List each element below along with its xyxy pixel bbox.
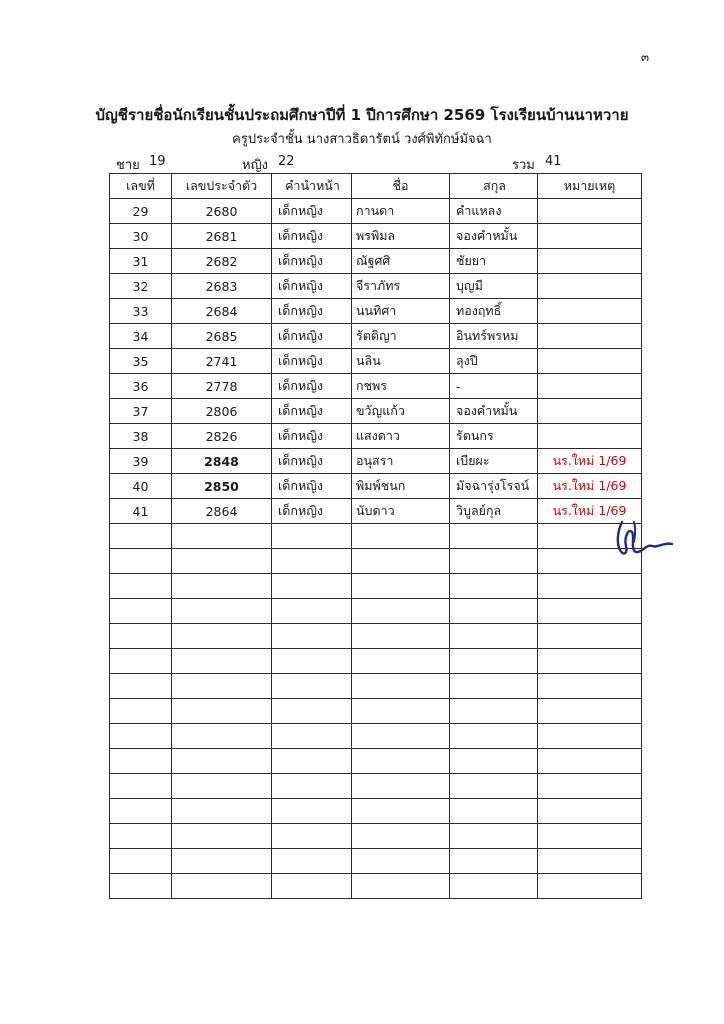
- cell-prefix: เด็กหญิง: [272, 274, 352, 299]
- empty-table-row: [110, 574, 642, 599]
- empty-cell: [272, 774, 352, 799]
- empty-cell: [352, 574, 450, 599]
- table-row: [110, 374, 642, 399]
- cell-student-id: 2806: [172, 399, 272, 424]
- empty-cell: [450, 849, 538, 874]
- cell-first-name: นนทิศา: [352, 299, 450, 324]
- cell-last-name: เบียผะ: [450, 449, 538, 474]
- cell-first-name: อนุสรา: [352, 449, 450, 474]
- empty-cell: [450, 574, 538, 599]
- empty-cell: [538, 574, 642, 599]
- cell-prefix: เด็กหญิง: [272, 374, 352, 399]
- empty-cell: [110, 724, 172, 749]
- empty-cell: [352, 549, 450, 574]
- empty-cell: [352, 824, 450, 849]
- cell-number: 30: [110, 224, 172, 249]
- empty-cell: [172, 674, 272, 699]
- empty-cell: [352, 649, 450, 674]
- table-row: [110, 399, 642, 424]
- empty-table-row: [110, 724, 642, 749]
- empty-cell: [450, 824, 538, 849]
- cell-remarks: [538, 324, 642, 349]
- cell-last-name: จองคำหมั้น: [450, 399, 538, 424]
- cell-remarks: [538, 199, 642, 224]
- empty-cell: [172, 699, 272, 724]
- table-row: [110, 499, 642, 524]
- empty-cell: [538, 699, 642, 724]
- empty-cell: [538, 724, 642, 749]
- empty-table-row: [110, 649, 642, 674]
- cell-number: 39: [110, 449, 172, 474]
- handwritten-signature: [614, 516, 674, 566]
- cell-last-name: ชัยยา: [450, 249, 538, 274]
- empty-cell: [450, 524, 538, 549]
- cell-student-id: 2850: [172, 474, 272, 499]
- empty-cell: [352, 799, 450, 824]
- cell-student-id: 2682: [172, 249, 272, 274]
- empty-cell: [172, 874, 272, 899]
- cell-last-name: บุญมี: [450, 274, 538, 299]
- cell-last-name: คำแหลง: [450, 199, 538, 224]
- cell-first-name: กานดา: [352, 199, 450, 224]
- empty-cell: [352, 849, 450, 874]
- cell-prefix: เด็กหญิง: [272, 349, 352, 374]
- cell-last-name: ลุงปี: [450, 349, 538, 374]
- empty-cell: [272, 549, 352, 574]
- cell-number: 40: [110, 474, 172, 499]
- empty-cell: [272, 849, 352, 874]
- cell-student-id: 2778: [172, 374, 272, 399]
- cell-first-name: กชพร: [352, 374, 450, 399]
- empty-cell: [172, 624, 272, 649]
- cell-first-name: นับดาว: [352, 499, 450, 524]
- table-row: [110, 449, 642, 474]
- empty-cell: [272, 724, 352, 749]
- cell-first-name: ณัฐศศิ: [352, 249, 450, 274]
- empty-cell: [172, 574, 272, 599]
- cell-first-name: พรพิมล: [352, 224, 450, 249]
- cell-number: 34: [110, 324, 172, 349]
- empty-cell: [538, 799, 642, 824]
- empty-cell: [110, 624, 172, 649]
- empty-cell: [450, 699, 538, 724]
- page-title: บัญชีรายชื่อนักเรียนชั้นประถมศึกษาปีที่ 1 ปีการศึกษา 2569 โรงเรียนบ้านนาหวาย: [95, 106, 629, 124]
- cell-last-name: จองคำหมั้น: [450, 224, 538, 249]
- empty-cell: [110, 574, 172, 599]
- empty-table-row: [110, 874, 642, 899]
- table-row: [110, 224, 642, 249]
- empty-cell: [110, 674, 172, 699]
- empty-cell: [450, 724, 538, 749]
- empty-cell: [450, 624, 538, 649]
- empty-cell: [450, 749, 538, 774]
- cell-number: 37: [110, 399, 172, 424]
- header-last-name: สกุล: [450, 174, 538, 199]
- empty-cell: [172, 749, 272, 774]
- cell-remarks: [538, 274, 642, 299]
- empty-cell: [272, 524, 352, 549]
- cell-last-name: -: [450, 374, 538, 399]
- table-row: [110, 349, 642, 374]
- empty-cell: [172, 799, 272, 824]
- empty-cell: [538, 824, 642, 849]
- empty-table-row: [110, 599, 642, 624]
- empty-cell: [110, 799, 172, 824]
- empty-cell: [172, 599, 272, 624]
- cell-number: 35: [110, 349, 172, 374]
- empty-cell: [352, 674, 450, 699]
- empty-table-row: [110, 624, 642, 649]
- male-label: ชาย: [116, 158, 140, 173]
- empty-cell: [272, 574, 352, 599]
- table-row: [110, 299, 642, 324]
- cell-remarks: นร.ใหม่ 1/69: [538, 449, 642, 474]
- empty-table-row: [110, 799, 642, 824]
- cell-number: 29: [110, 199, 172, 224]
- empty-table-row: [110, 824, 642, 849]
- empty-cell: [538, 749, 642, 774]
- cell-first-name: นลิน: [352, 349, 450, 374]
- empty-cell: [450, 674, 538, 699]
- header-student-id: เลขประจำตัว: [172, 174, 272, 199]
- cell-first-name: จีราภัทร: [352, 274, 450, 299]
- cell-remarks: นร.ใหม่ 1/69: [538, 474, 642, 499]
- table-row: [110, 199, 642, 224]
- empty-cell: [172, 549, 272, 574]
- empty-cell: [272, 599, 352, 624]
- cell-number: 33: [110, 299, 172, 324]
- cell-student-id: 2681: [172, 224, 272, 249]
- header-number: เลขที่: [110, 174, 172, 199]
- empty-cell: [272, 674, 352, 699]
- empty-cell: [172, 824, 272, 849]
- empty-table-row: [110, 699, 642, 724]
- cell-remarks: [538, 399, 642, 424]
- empty-cell: [272, 624, 352, 649]
- empty-cell: [172, 649, 272, 674]
- empty-cell: [110, 524, 172, 549]
- empty-cell: [110, 849, 172, 874]
- empty-cell: [538, 874, 642, 899]
- empty-cell: [110, 699, 172, 724]
- cell-first-name: พิมพ์ชนก: [352, 474, 450, 499]
- total-label: รวม: [512, 158, 535, 173]
- cell-number: 41: [110, 499, 172, 524]
- cell-prefix: เด็กหญิง: [272, 299, 352, 324]
- empty-cell: [110, 824, 172, 849]
- empty-cell: [272, 749, 352, 774]
- header-prefix: คำนำหน้า: [272, 174, 352, 199]
- empty-table-row: [110, 674, 642, 699]
- cell-last-name: อินทร์พรหม: [450, 324, 538, 349]
- student-roster-table: [109, 173, 642, 899]
- empty-cell: [272, 799, 352, 824]
- empty-table-row: [110, 524, 642, 549]
- cell-student-id: 2848: [172, 449, 272, 474]
- empty-cell: [352, 774, 450, 799]
- cell-student-id: 2683: [172, 274, 272, 299]
- cell-remarks: [538, 374, 642, 399]
- empty-cell: [110, 774, 172, 799]
- cell-prefix: เด็กหญิง: [272, 249, 352, 274]
- table-row: [110, 324, 642, 349]
- empty-cell: [272, 699, 352, 724]
- female-label: หญิง: [242, 158, 268, 173]
- empty-cell: [352, 724, 450, 749]
- cell-student-id: 2864: [172, 499, 272, 524]
- empty-cell: [110, 549, 172, 574]
- cell-prefix: เด็กหญิง: [272, 199, 352, 224]
- cell-student-id: 2741: [172, 349, 272, 374]
- empty-table-row: [110, 549, 642, 574]
- cell-student-id: 2826: [172, 424, 272, 449]
- empty-cell: [450, 549, 538, 574]
- empty-cell: [450, 774, 538, 799]
- empty-cell: [352, 624, 450, 649]
- cell-remarks: นร.ใหม่ 1/69: [538, 499, 642, 524]
- empty-cell: [352, 699, 450, 724]
- female-count: 22: [278, 154, 295, 169]
- empty-cell: [110, 749, 172, 774]
- empty-table-row: [110, 849, 642, 874]
- class-teacher: ครูประจำชั้น นางสาวธิดารัตน์ วงศ์พิทักษ์มัจฉา: [232, 132, 492, 147]
- header-remarks: หมายเหตุ: [538, 174, 642, 199]
- cell-remarks: [538, 249, 642, 274]
- table-header-row: [110, 174, 642, 199]
- cell-prefix: เด็กหญิง: [272, 474, 352, 499]
- empty-cell: [172, 849, 272, 874]
- empty-cell: [110, 599, 172, 624]
- empty-cell: [450, 874, 538, 899]
- table-row: [110, 474, 642, 499]
- empty-cell: [352, 874, 450, 899]
- cell-prefix: เด็กหญิง: [272, 449, 352, 474]
- empty-cell: [538, 774, 642, 799]
- empty-cell: [450, 599, 538, 624]
- cell-last-name: วิบูลย์กุล: [450, 499, 538, 524]
- cell-prefix: เด็กหญิง: [272, 399, 352, 424]
- cell-remarks: [538, 224, 642, 249]
- cell-prefix: เด็กหญิง: [272, 424, 352, 449]
- empty-cell: [272, 649, 352, 674]
- cell-remarks: [538, 424, 642, 449]
- empty-cell: [450, 649, 538, 674]
- empty-cell: [172, 524, 272, 549]
- empty-cell: [352, 524, 450, 549]
- empty-cell: [538, 849, 642, 874]
- cell-last-name: มัจฉารุ่งโรจน์: [450, 474, 538, 499]
- table-row: [110, 424, 642, 449]
- cell-prefix: เด็กหญิง: [272, 224, 352, 249]
- cell-last-name: รัตนกร: [450, 424, 538, 449]
- table-row: [110, 274, 642, 299]
- cell-remarks: [538, 349, 642, 374]
- cell-first-name: ขวัญแก้ว: [352, 399, 450, 424]
- cell-number: 38: [110, 424, 172, 449]
- cell-remarks: [538, 299, 642, 324]
- male-count: 19: [149, 154, 166, 169]
- empty-cell: [538, 599, 642, 624]
- cell-number: 32: [110, 274, 172, 299]
- cell-student-id: 2685: [172, 324, 272, 349]
- cell-number: 36: [110, 374, 172, 399]
- empty-cell: [352, 749, 450, 774]
- cell-prefix: เด็กหญิง: [272, 324, 352, 349]
- cell-prefix: เด็กหญิง: [272, 499, 352, 524]
- empty-cell: [172, 774, 272, 799]
- empty-cell: [538, 649, 642, 674]
- empty-cell: [272, 874, 352, 899]
- empty-cell: [272, 824, 352, 849]
- cell-student-id: 2680: [172, 199, 272, 224]
- empty-cell: [110, 649, 172, 674]
- total-count: 41: [545, 154, 562, 169]
- cell-student-id: 2684: [172, 299, 272, 324]
- cell-first-name: แสงดาว: [352, 424, 450, 449]
- cell-last-name: ทองฤทธิ์: [450, 299, 538, 324]
- page-number: ๓: [640, 50, 650, 64]
- empty-table-row: [110, 774, 642, 799]
- empty-cell: [352, 599, 450, 624]
- empty-cell: [450, 799, 538, 824]
- table-row: [110, 249, 642, 274]
- empty-table-row: [110, 749, 642, 774]
- cell-first-name: รัตติญา: [352, 324, 450, 349]
- empty-cell: [538, 674, 642, 699]
- cell-number: 31: [110, 249, 172, 274]
- empty-cell: [172, 724, 272, 749]
- header-first-name: ชื่อ: [352, 174, 450, 199]
- empty-cell: [110, 874, 172, 899]
- empty-cell: [538, 624, 642, 649]
